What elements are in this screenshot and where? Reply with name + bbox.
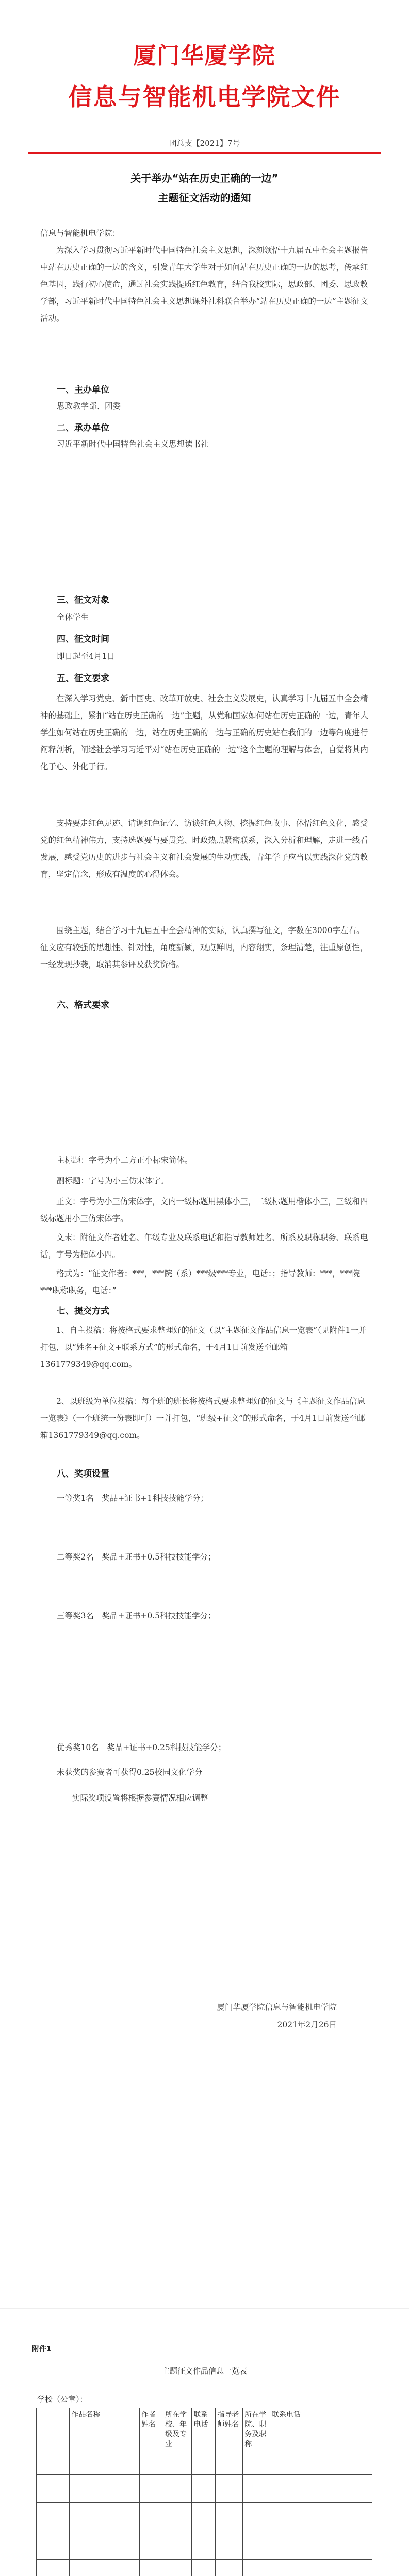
signature-organization: 厦门华厦学院信息与智能机电学院	[217, 2003, 337, 2012]
coorganizer-value: 习近平新时代中国特色社会主义思想读书社	[57, 439, 209, 449]
table-cell	[321, 2475, 372, 2503]
organizer-heading: 一、主办单位	[57, 385, 109, 395]
attachment-page	[0, 2308, 409, 2576]
table-cell	[140, 2560, 163, 2576]
table-cell	[163, 2531, 192, 2560]
format-footer: 文末：附征文作者姓名、年级专业及联系电话和指导教师姓名、所系及职称职务、联系电话，字号为楷体小四。	[40, 1233, 368, 1259]
school-name: 厦门华厦学院	[133, 43, 276, 69]
table-cell	[37, 2560, 70, 2576]
table-cell	[140, 2475, 163, 2503]
table-row	[37, 2560, 372, 2576]
requirements-paragraph-1: 在深入学习党史、新中国史、改革开放史、社会主义发展史，认真学习十九届五中全会精神的基础上，紧扣“站在历史正确的一边”主题，从党和国家如何站在历史正确的一边，青年大学生如何站在历史正确的一边，站在历史正确的一边与正确的历史站在我们的一边等角度进行阐释剖析，阐述社会学习习近平对“站在历史正确的一边”这个主题的理解与体会，自觉将其内化于心、外化于行。	[40, 694, 368, 771]
table-header-index	[37, 2408, 70, 2475]
attachment-title: 主题征文作品信息一览表	[161, 2366, 247, 2376]
submission-heading: 七、提交方式	[57, 1306, 109, 1316]
time-value: 即日起至4月1日	[57, 652, 115, 661]
table-cell	[216, 2475, 243, 2503]
table-cell	[270, 2503, 321, 2531]
table-cell	[163, 2560, 192, 2576]
award-second: 二等奖2名 奖品+证书+0.5科技技能学分；	[57, 1552, 216, 1562]
time-heading: 四、征文时间	[57, 634, 109, 645]
target-heading: 三、征文对象	[57, 595, 109, 605]
table-cell	[270, 2531, 321, 2560]
table-cell	[140, 2531, 163, 2560]
table-cell	[192, 2503, 216, 2531]
submission-method-2: 2、以班级为单位投稿：每个班的班长将按格式要求整理好的征文与《主题征文作品信息一览表》（一个班统一份表即可）一并打包，“班级+征文”的形式命名，于4月1日前发送至邮箱1361779349@qq.com。	[40, 1397, 365, 1440]
format-body: 正文：字号为小三仿宋体字，文内一级标题用黑体小三，二级标题用楷体小三，三级和四级标题用小三仿宋体字。	[40, 1197, 368, 1223]
table-cell	[140, 2503, 163, 2531]
table-cell	[163, 2475, 192, 2503]
school-seal-label: 学校（公章）：	[37, 2395, 88, 2404]
notice-title-line2: 主题征文活动的通知	[158, 192, 251, 204]
table-header-cell: 联系电话	[192, 2408, 216, 2475]
table-header-cell: 所在学校、年级及专业	[163, 2408, 192, 2475]
table-header-cell: 所在学院、职务及职称	[243, 2408, 270, 2475]
document-number: 团总支【2021】7号	[169, 139, 240, 148]
table-cell	[192, 2560, 216, 2576]
table-cell	[321, 2503, 372, 2531]
coorganizer-heading: 二、承办单位	[57, 423, 109, 433]
table-cell	[216, 2531, 243, 2560]
table-header-extra	[321, 2408, 372, 2475]
red-divider	[28, 152, 381, 154]
notice-title-line1: 关于举办“站在历史正确的一边”	[130, 172, 279, 184]
table-cell	[192, 2531, 216, 2560]
submission-method-1: 1、自主投稿：将按格式要求整理好的征文（以“主题征文作品信息一览表”（见附件1一并打包，以“姓名+征文+联系方式”的形式命名，于4月1日前发送至邮箱1361779349@qq.com。	[40, 1326, 367, 1369]
requirements-paragraph-2: 支持要走红色足迹、请调红色记忆、访谈红色人物、挖掘红色故事、体悟红色文化，感受党的红色精神伟力，支持选题要与要贯党、时政热点紧密联系，深入分析和理解，走进一线看发展，感受党历史的进步与社会主义和社会发展的生动实践，青年学子应当以实践深化党的教育，坚定信念，形成有温度的心得体会。	[40, 819, 368, 879]
table-cell	[270, 2560, 321, 2576]
table-cell	[216, 2560, 243, 2576]
table-cell	[321, 2531, 372, 2560]
table-cell	[37, 2475, 70, 2503]
signature-date: 2021年2月26日	[277, 2020, 337, 2029]
salutation: 信息与智能机电学院：	[40, 229, 121, 238]
table-cell	[270, 2475, 321, 2503]
table-cell	[37, 2503, 70, 2531]
table-cell	[70, 2503, 140, 2531]
table-cell	[243, 2475, 270, 2503]
table-header-cell: 作品名称	[70, 2408, 140, 2475]
table-cell	[243, 2560, 270, 2576]
table-header-cell: 作者姓名	[140, 2408, 163, 2475]
format-subtitle: 副标题：字号为小三仿宋体字。	[57, 1176, 169, 1185]
table-row	[37, 2475, 372, 2503]
document-heading: 信息与智能机电学院文件	[68, 83, 341, 111]
awards-heading: 八、奖项设置	[57, 1469, 109, 1479]
target-value: 全体学生	[57, 613, 89, 622]
format-main-title: 主标题：字号为小二方正小标宋简体。	[57, 1156, 193, 1165]
requirements-paragraph-3: 围绕主题，结合学习十九届五中全会精神的实际，认真撰写征文，字数在3000字左右。征文应有较强的思想性、针对性，角度新颖，观点鲜明，内容翔实，条理清楚，注重原创性，一经发现抄袭，取消其参评及获奖资格。	[40, 926, 368, 969]
table-cell	[216, 2503, 243, 2531]
table-cell	[192, 2475, 216, 2503]
award-first: 一等奖1名 奖品+证书+1科技技能学分；	[57, 1494, 208, 1503]
format-example: 格式为：“征文作者：***，***院（系）***级***专业，电话：；指导教师：***，***院***职称职务，电话：”	[40, 1269, 361, 1295]
table-cell	[37, 2531, 70, 2560]
table-cell	[70, 2531, 140, 2560]
table-row	[37, 2531, 372, 2560]
table-header-cell: 联系电话	[270, 2408, 321, 2475]
table-header-row	[37, 2408, 372, 2475]
table-header-cell: 指导老师姓名	[216, 2408, 243, 2475]
table-cell	[243, 2531, 270, 2560]
intro-paragraph: 为深入学习贯彻习近平新时代中国特色社会主义思想，深刻领悟十九届五中全会主题报告中站在历史正确的一边的含义，引发青年大学生对于如何站在历史正确的一边的思考，传承红色基因，践行初心使命，通过社会实践提质红色教育，结合我校实际，思政部、团委、思政教学部，习近平新时代中国特色社会主义思想课外社科联合举办“站在历史正确的一边”主题征文活动。	[40, 246, 368, 323]
table-cell	[70, 2475, 140, 2503]
requirements-heading: 五、征文要求	[57, 673, 109, 684]
registration-table	[36, 2408, 372, 2576]
attachment-label: 附件1	[32, 2345, 52, 2353]
organizer-value: 思政教学部、团委	[57, 401, 121, 411]
table-cell	[243, 2503, 270, 2531]
table-row	[37, 2503, 372, 2531]
table-cell	[321, 2560, 372, 2576]
award-excellent: 优秀奖10名 奖品+证书+0.25科技技能学分；	[57, 1743, 226, 1752]
award-third: 三等奖3名 奖品+证书+0.5科技技能学分；	[57, 1611, 216, 1620]
table-cell	[70, 2560, 140, 2576]
format-heading: 六、格式要求	[57, 1000, 109, 1010]
award-adjust-note: 实际奖项设置将根据参赛情况相应调整	[72, 1793, 208, 1803]
award-participation: 未获奖的参赛者可获得0.25校园文化学分	[57, 1768, 203, 1777]
table-cell	[163, 2503, 192, 2531]
